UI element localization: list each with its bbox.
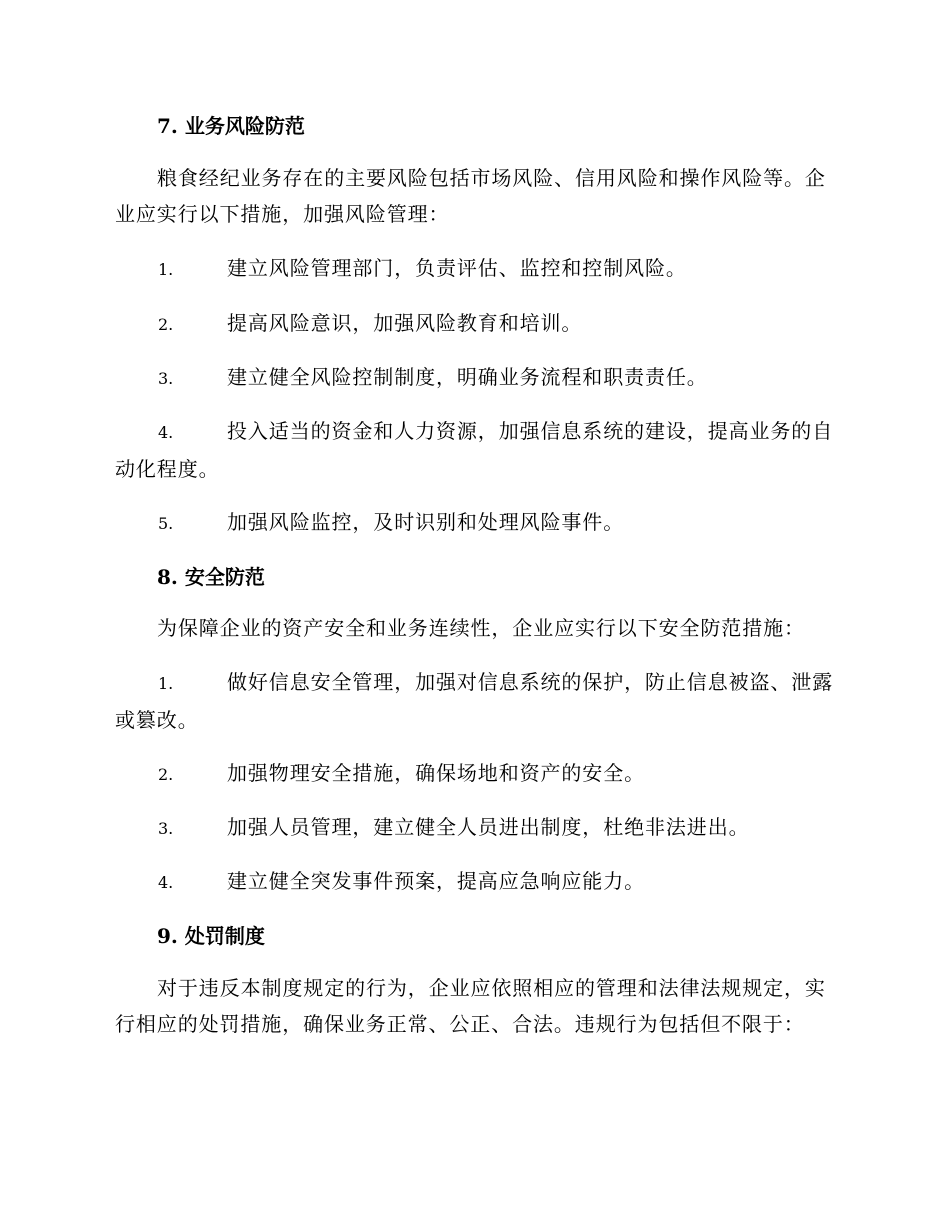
list-item-number: 3. [158, 369, 174, 388]
list-item [115, 504, 835, 542]
list-item-text: 投入适当的资金和人力资源，加强信息系统的建设，提高业务的自动化程度。 [115, 419, 834, 481]
list-item-number: 2. [158, 315, 174, 334]
list-item [115, 359, 835, 397]
list-item-number: 1. [158, 674, 174, 693]
list-item-text: 建立健全风险控制制度，明确业务流程和职责责任。 [227, 365, 708, 389]
section-9-intro [115, 970, 835, 1042]
section-8-intro [115, 610, 835, 646]
list-item [115, 413, 835, 487]
list-item [115, 250, 835, 288]
list-item-text: 提高风险意识，加强风险教育和培训。 [227, 311, 583, 335]
section-7-intro [115, 160, 835, 232]
list-item-text: 加强物理安全措施，确保场地和资产的安全。 [227, 761, 645, 785]
section-7-intro-text: 粮食经纪业务存在的主要风险包括市场风险、信用风险和操作风险等。企业应实行以下措施，加强风险管理： [115, 166, 826, 226]
section-7-heading: 7. 业务风险防范 [157, 114, 305, 138]
list-item-text: 做好信息安全管理，加强对信息系统的保护，防止信息被盗、泄露或篡改。 [115, 670, 834, 732]
list-item-text: 加强风险监控，及时识别和处理风险事件。 [227, 510, 625, 534]
section-8-heading: 8. 安全防范 [157, 565, 265, 589]
list-item-number: 3. [158, 819, 174, 838]
list-item [115, 755, 835, 793]
list-item-number: 4. [158, 873, 174, 892]
list-item-text: 加强人员管理，建立健全人员进出制度，杜绝非法进出。 [227, 815, 750, 839]
section-9-heading: 9. 处罚制度 [157, 924, 265, 948]
list-item-text: 建立风险管理部门，负责评估、监控和控制风险。 [227, 256, 687, 280]
list-item-number: 4. [158, 423, 174, 442]
list-item-number: 1. [158, 260, 174, 279]
list-item [115, 863, 835, 901]
list-item [115, 305, 835, 343]
list-item [115, 664, 835, 738]
list-item-number: 5. [158, 514, 174, 533]
list-item [115, 809, 835, 847]
list-item-number: 2. [158, 765, 174, 784]
section-8-intro-text: 为保障企业的资产安全和业务连续性，企业应实行以下安全防范措施： [157, 616, 805, 640]
section-9-intro-text: 对于违反本制度规定的行为，企业应依照相应的管理和法律法规规定，实行相应的处罚措施，确保业务正常、公正、合法。违规行为包括但不限于： [115, 976, 826, 1036]
list-item-text: 建立健全突发事件预案，提高应急响应能力。 [227, 869, 645, 893]
